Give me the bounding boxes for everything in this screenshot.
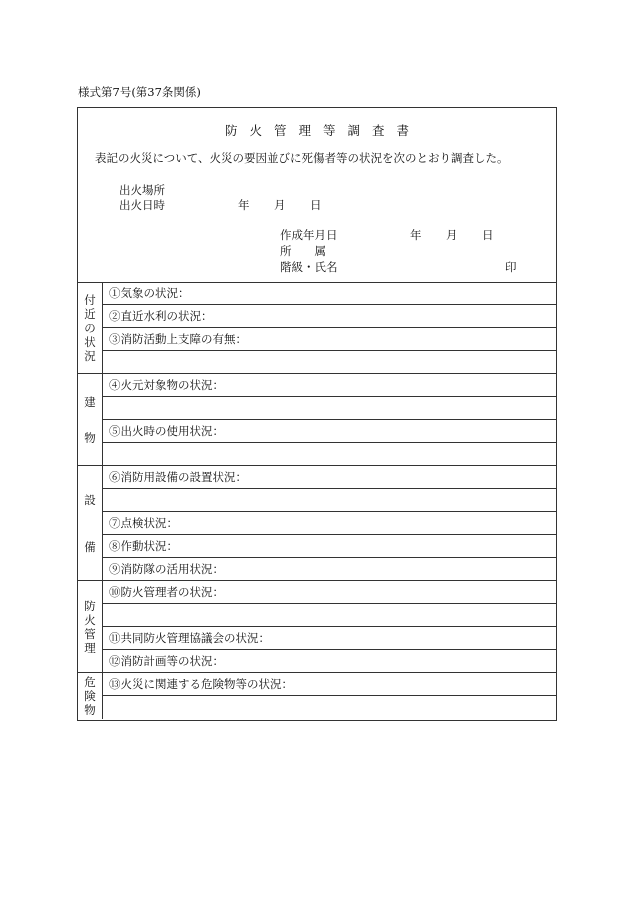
fire-date-year: 年 [238, 198, 250, 212]
section-label [78, 374, 103, 465]
section-label-char: 危 [84, 675, 96, 689]
survey-item: ⑥消防用設備の設置状況： [103, 466, 556, 489]
intro-text: 表記の火災について、火災の要因並びに死傷者等の状況を次のとおり調査した。 [95, 151, 509, 165]
created-date-year: 年 [410, 228, 422, 242]
survey-item: ④火元対象物の状況： [103, 374, 556, 397]
form-number: 様式第7号(第37条関係) [78, 85, 201, 99]
survey-item: ③消防活動上支障の有無： [103, 328, 556, 351]
fire-date-day: 日 [310, 198, 322, 212]
section-label [78, 581, 103, 672]
section-label-char: 物 [84, 431, 96, 445]
survey-item: ⑦点検状況： [103, 512, 556, 535]
survey-item: ①気象の状況： [103, 282, 556, 305]
survey-item: ②直近水利の状況： [103, 305, 556, 328]
seal-mark: 印 [505, 260, 517, 274]
affiliation-label: 所 属 [280, 244, 326, 258]
survey-item: ⑫消防計画等の状況： [109, 654, 224, 668]
section-label-char: 管 [84, 627, 96, 641]
created-date-day: 日 [482, 228, 494, 242]
survey-item-blank [103, 489, 556, 512]
fire-date-month: 月 [274, 198, 286, 212]
survey-item-blank [103, 696, 556, 719]
survey-item: ⑪共同防火管理協議会の状況： [103, 627, 556, 650]
section-label-char: 設 [84, 492, 96, 507]
survey-item: ⑧作動状況： [103, 535, 556, 558]
form-header [78, 108, 556, 283]
section-label-char: 建 [84, 395, 96, 409]
section-label [78, 673, 103, 719]
form-title: 防火管理等調査書 [224, 123, 421, 138]
created-date-month: 月 [446, 228, 458, 242]
survey-item: ⑩防火管理者の状況： [103, 581, 556, 604]
section-hazardous-materials [78, 673, 556, 719]
section-label-char: 況 [84, 349, 96, 363]
section-vicinity [78, 282, 556, 374]
survey-item: ⑨消防隊の活用状況： [109, 562, 224, 576]
section-building [78, 374, 556, 466]
section-label-char: 備 [84, 540, 96, 555]
section-label [78, 466, 103, 580]
section-label-char: 険 [84, 689, 96, 703]
survey-item-blank [103, 351, 556, 374]
rank-name-label: 階級・氏名 [280, 260, 338, 274]
section-fire-prevention-management [78, 581, 556, 673]
survey-item-blank [103, 397, 556, 420]
survey-item-blank [103, 604, 556, 627]
section-label-char: 理 [84, 641, 96, 655]
survey-item-blank [103, 443, 556, 466]
section-label-char: の [84, 321, 96, 335]
section-label-char: 状 [84, 335, 96, 349]
section-label-char: 防 [84, 599, 96, 613]
fire-datetime-label: 出火日時 [119, 198, 165, 212]
section-label-char: 近 [84, 307, 96, 321]
section-label-char: 火 [84, 613, 96, 627]
survey-item: ⑬火災に関連する危険物等の状況： [103, 673, 556, 696]
survey-item: ⑤出火時の使用状況： [103, 420, 556, 443]
section-label-char: 付 [84, 293, 96, 307]
fire-place-label: 出火場所 [119, 183, 165, 197]
section-label [78, 282, 103, 373]
section-label-char: 物 [84, 703, 96, 717]
section-equipment [78, 466, 556, 581]
investigation-form [77, 107, 557, 721]
created-date-label: 作成年月日 [280, 228, 338, 242]
